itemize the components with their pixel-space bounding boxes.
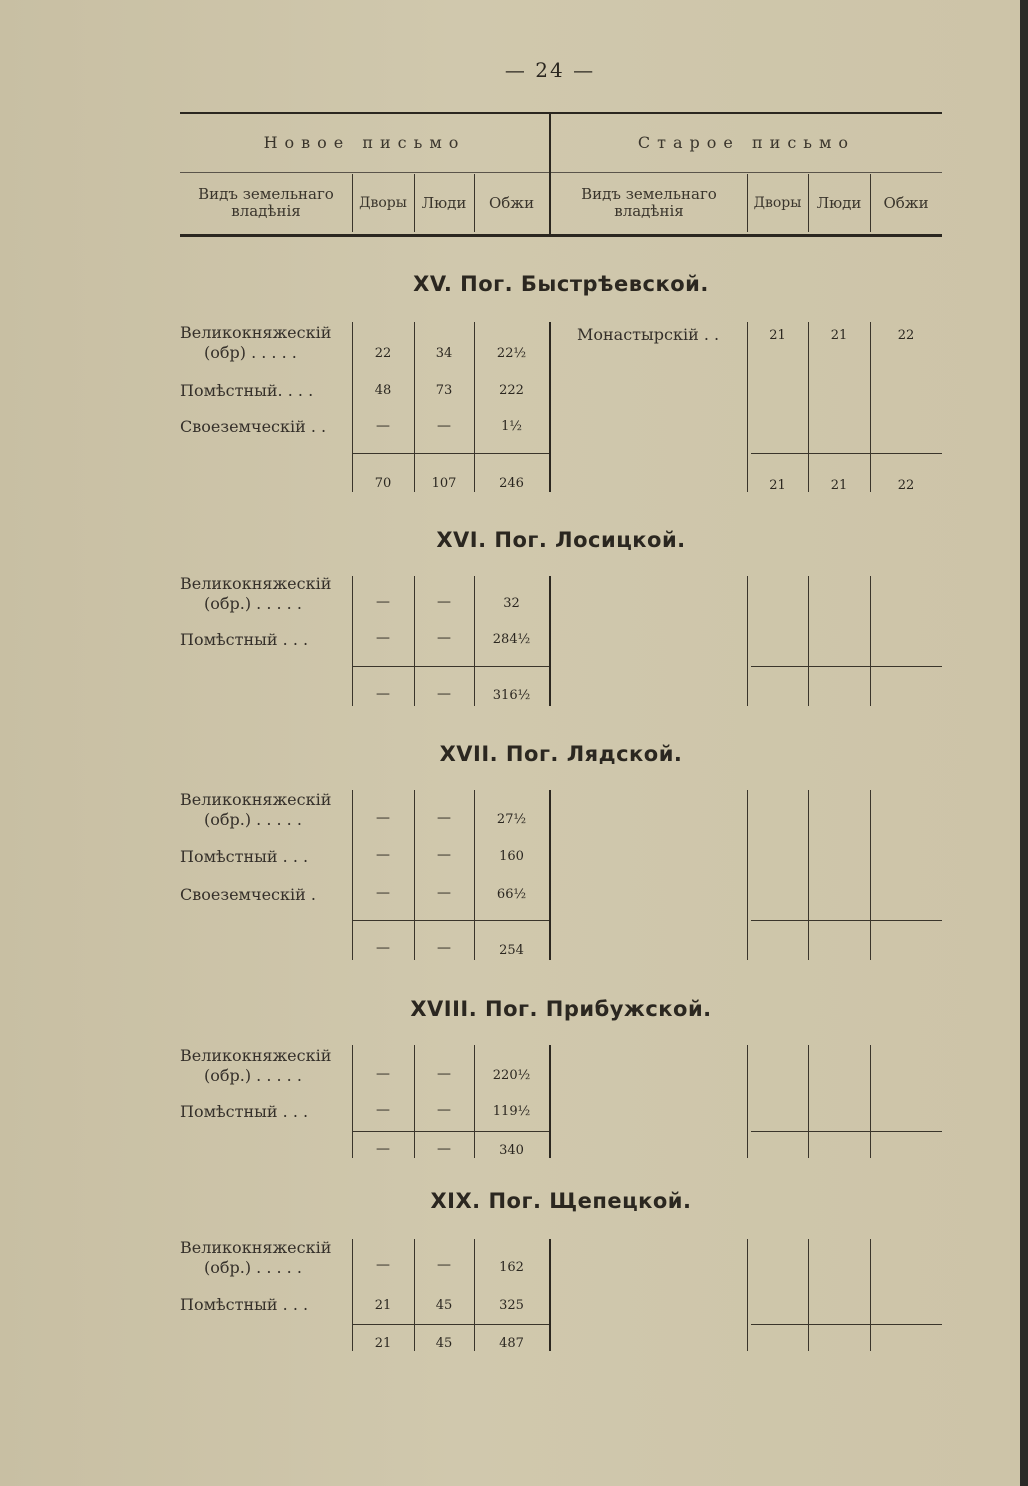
row-label-cont: (обр.) . . . . . [204,810,302,829]
section-xv [180,270,942,500]
old-letter-heading: Старое письмо [637,133,856,152]
section-xvii [180,740,942,968]
total-obzhi: 246 [499,476,524,491]
cell-dvory: — [376,630,390,646]
cell-dvory: — [376,1102,390,1118]
cell-obzhi: 1½ [501,419,522,434]
total-lyudi: — [437,940,451,956]
col-obzhi-old: Обжи [883,194,929,212]
old-total-lyudi: 21 [830,478,848,493]
cell-dvory: — [376,847,390,863]
section-title: XIX. Пог. Щепецкой. [430,1189,692,1213]
old-cell-lyudi: 21 [830,328,848,343]
cell-dvory: — [376,1257,390,1273]
row-label: Своеземческій . [180,885,316,904]
cell-dvory: 21 [374,1298,392,1313]
cell-lyudi: — [437,418,451,434]
total-lyudi: — [437,686,451,702]
total-dvory: 21 [374,1336,392,1351]
cell-dvory: — [376,810,390,826]
cell-lyudi: — [437,1102,451,1118]
row-label: Великокняжескій [180,323,332,342]
page-number: — 24 — [504,58,596,82]
total-obzhi: 340 [499,1143,524,1158]
cell-lyudi: 73 [435,383,453,398]
row-label: Великокняжескій [180,1046,332,1065]
cell-obzhi: 220½ [492,1068,531,1083]
new-letter-heading: Новое письмо [263,133,466,152]
total-lyudi: 45 [435,1336,453,1351]
old-total-dvory: 21 [769,478,786,493]
section-title: XVI. Пог. Лосицкой. [436,528,686,552]
total-lyudi: — [437,1141,451,1157]
section-title: XVII. Пог. Лядской. [439,742,683,766]
row-label: Великокняжескій [180,790,332,809]
total-obzhi: 487 [499,1336,524,1351]
cell-obzhi: 222 [499,383,524,398]
cell-dvory: — [376,418,390,434]
total-dvory: 70 [374,476,392,491]
cell-lyudi: — [437,594,451,610]
section-title: XVIII. Пог. Прибужской. [410,997,712,1021]
cell-dvory: 48 [374,383,392,398]
col-type-new: Видъ земельнаго владѣнія [198,185,334,220]
row-label: Своеземческій . . [180,417,327,436]
cell-dvory: — [376,594,390,610]
cell-lyudi: — [437,630,451,646]
cell-lyudi: — [437,885,451,901]
col-lyudi-old: Люди [816,194,862,212]
cell-lyudi: 34 [435,346,453,361]
total-obzhi: 254 [499,943,524,958]
old-total-obzhi: 22 [897,478,915,493]
section-xix [180,1187,942,1357]
total-obzhi: 316½ [492,688,531,703]
total-dvory: — [376,686,390,702]
old-cell-obzhi: 22 [897,328,915,343]
cell-obzhi: 27½ [496,812,527,827]
row-label: Помѣстный. . . . [180,381,314,400]
cell-obzhi: 160 [499,849,524,864]
col-type-old: Видъ земельнаго владѣнія [581,185,717,220]
cell-dvory: — [376,1066,390,1082]
cell-obzhi: 119½ [492,1104,531,1119]
table-header [180,112,942,238]
row-label-cont: (обр.) . . . . . [204,594,302,613]
cell-lyudi: — [437,847,451,863]
row-label-cont: (обр.) . . . . . [204,1258,302,1277]
cell-dvory: — [376,885,390,901]
page-edge [1020,0,1028,1486]
cell-lyudi: — [437,1066,451,1082]
section-xvi [180,526,942,716]
section-title: XV. Пог. Быстрѣевской. [413,272,709,296]
total-lyudi: 107 [431,476,457,491]
cell-lyudi: 45 [435,1298,453,1313]
row-label: Великокняжескій [180,1238,332,1257]
row-label-cont: (обр) . . . . . [204,343,297,362]
cell-obzhi: 284½ [492,632,531,647]
cell-obzhi: 162 [499,1260,524,1275]
section-xviii [180,995,942,1165]
cell-obzhi: 325 [499,1298,524,1313]
total-dvory: — [376,940,390,956]
cell-dvory: 22 [374,346,392,361]
row-label-cont: (обр.) . . . . . [204,1066,302,1085]
col-dvory-new: Дворы [359,195,407,211]
row-label: Великокняжескій [180,574,332,593]
col-obzhi-new: Обжи [488,194,535,212]
cell-obzhi: 66½ [496,887,527,902]
old-cell-dvory: 21 [769,328,786,343]
cell-obzhi: 32 [503,596,520,611]
col-lyudi-new: Люди [421,194,467,212]
cell-lyudi: — [437,1257,451,1273]
row-label: Помѣстный . . . [180,1102,309,1121]
cell-obzhi: 22½ [496,346,527,361]
old-row-label: Монастырскій . . [577,325,720,344]
row-label: Помѣстный . . . [180,1295,309,1314]
cell-lyudi: — [437,810,451,826]
row-label: Помѣстный . . . [180,630,309,649]
total-dvory: — [376,1141,390,1157]
col-dvory-old: Дворы [753,195,802,211]
row-label: Помѣстный . . . [180,847,309,866]
